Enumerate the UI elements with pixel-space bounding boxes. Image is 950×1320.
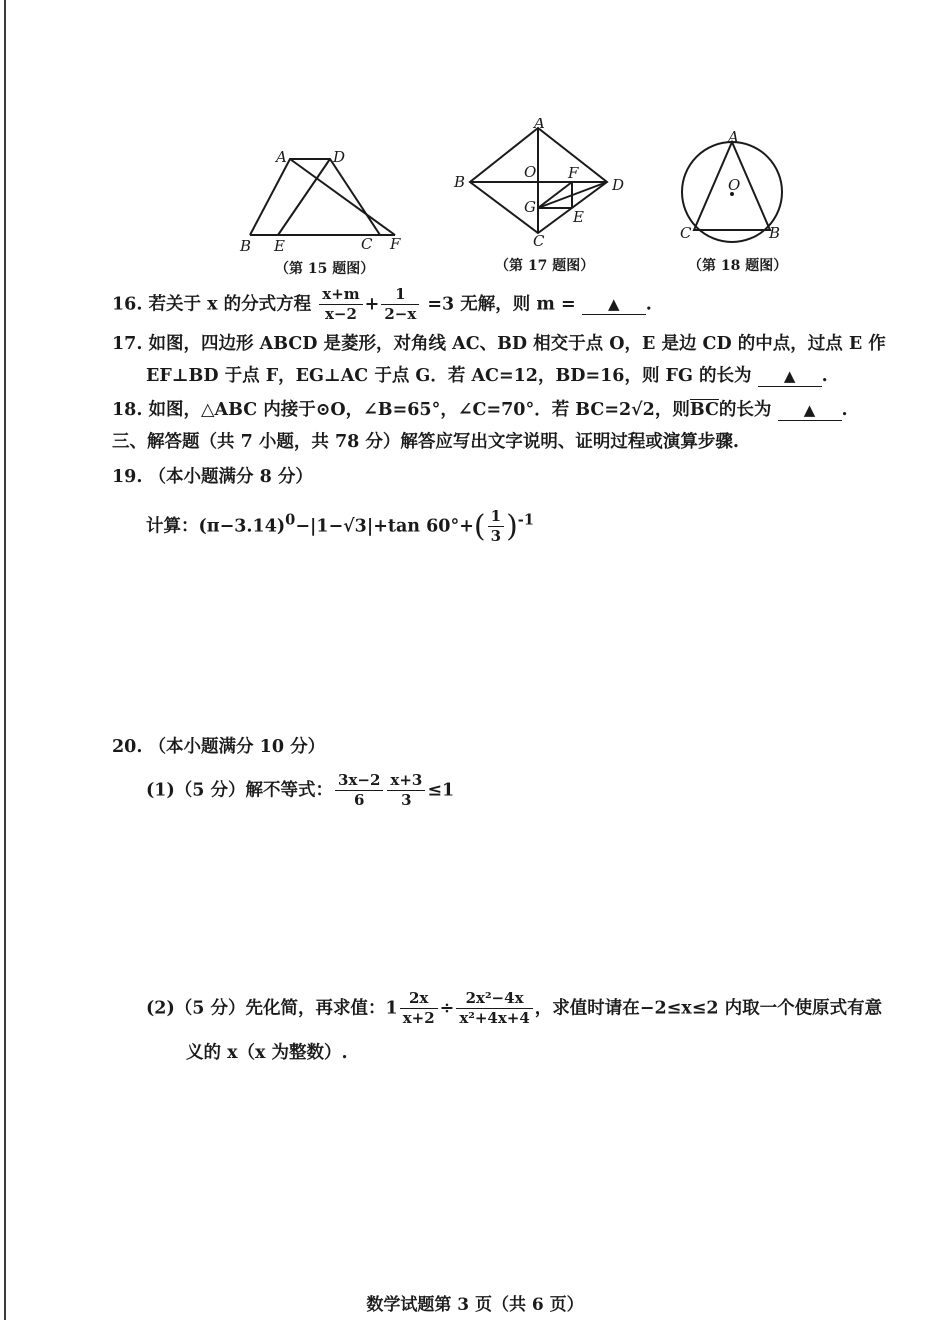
q19-f-numerator: 1 [488,508,504,527]
q19-right-paren: ) [506,508,518,544]
q20-p1-f2-denominator: 3 [401,791,412,810]
q20-p1-post: ≤1 [427,780,455,801]
fig17-label-b: B [454,173,466,191]
q19-fraction [488,508,504,546]
question-20-header [112,739,325,757]
fig17-label-g: G [524,198,536,216]
q16-fraction-1 [319,286,362,324]
q19-label: 计算： [146,516,199,537]
q16-blank-triangle: ▲ [607,295,620,314]
q18-answer-blank[interactable] [778,402,842,421]
q18-blank-triangle: ▲ [803,401,816,419]
q16-end: . [645,294,652,315]
q19-points: （本小题满分 8 分） [148,467,313,487]
fig15-label-b: B [240,237,252,255]
figure-15-diagram [230,145,420,257]
fig17-label-e: E [573,208,584,226]
q20-p2-label: (2)（5 分）先化简，再求值： [146,998,386,1019]
q20-p2-f2-denominator: x²+4x+4 [459,1009,530,1028]
question-20-part-2 [146,990,882,1028]
question-19-expression [146,508,534,546]
fig17-label-a: A [534,118,545,132]
fig15-label-a: A [276,148,287,166]
q16-text-pre: 若关于 x 的分式方程 [148,294,312,315]
q16-f2-denominator: 2−x [384,305,417,324]
q20-points: （本小题满分 10 分） [148,737,326,757]
q20-p2-f2-numerator: 2x²−4x [456,990,532,1009]
q18-text-pre: 如图，△ABC 内接于⊙O，∠B=65°，∠C=70°．若 BC=2√2，则 [148,400,690,420]
figure-17-diagram [452,118,632,252]
q16-fraction-2 [381,286,419,324]
question-18 [112,402,848,421]
question-20-part-1 [146,772,454,810]
q20-number: 20. [112,737,143,757]
q16-f1-numerator: x+m [319,286,362,305]
question-20-part-2-line-2: 义的 x（x 为整数）. [186,1043,348,1063]
fig15-label-e: E [274,237,285,255]
figure-18-diagram [672,130,792,250]
fig17-label-o: O [524,163,537,181]
q18-arc-bc: $\overline{BC}$ [689,400,719,420]
q20-p1-label: (1)（5 分）解不等式： [146,780,334,801]
q20-p2-fraction-2 [456,990,532,1028]
q20-p2-post: ，求值时请在−2≤x≤2 内取一个使原式有意 [534,998,883,1019]
section-3-heading: 三、解答题（共 7 小题，共 78 分）解答应写出文字说明、证明过程或演算步骤. [112,432,739,452]
fig18-label-a: A [728,130,739,146]
fig15-label-c: C [361,235,373,253]
q20-p2-divide: ÷ [439,998,455,1019]
question-16 [112,286,652,324]
q19-expr-b: −|1−√3|+tan 60°+ [295,516,474,537]
page-edge-line [4,0,6,1320]
q17-text-line-1: 如图，四边形 ABCD 是菱形，对角线 AC、BD 相交于点 O，E 是边 CD 的中点，过点 E 作 [148,334,886,354]
q19-f-denominator: 3 [490,527,502,546]
q20-p1-fraction-2 [387,772,425,810]
figure-18-caption: （第 18 题图） [688,258,788,274]
q20-p1-f1-numerator: 3x−2 [335,772,383,791]
question-17-line-1 [112,336,886,354]
q19-exponent-0: 0 [285,511,296,529]
q17-blank-triangle: ▲ [783,367,796,385]
page-footer: 数学试题第 3 页（共 6 页） [366,1295,584,1315]
q16-number: 16. [112,294,143,315]
q20-p2-one: 1 [385,998,398,1019]
q17-text-line-2: EF⊥BD 于点 F，EG⊥AC 于点 G．若 AC=12，BD=16，则 FG 的长为 [146,366,752,386]
fig17-label-d: D [612,176,625,194]
q17-number: 17. [112,334,143,354]
q19-left-paren: ( [473,508,486,544]
q18-number: 18. [112,400,143,420]
q20-p1-f1-denominator: 6 [353,791,365,810]
q20-p2-fraction-1 [400,990,438,1028]
fig17-label-c: C [533,232,545,250]
fig18-label-c: C [680,224,692,242]
question-17-line-2 [146,368,828,387]
fig18-label-b: B [769,224,781,242]
q19-exponent-neg1: -1 [517,511,534,529]
fig18-label-o: O [728,176,741,194]
q17-end: . [821,366,828,386]
q20-p2-f1-denominator: x+2 [402,1009,435,1028]
q16-plus: + [364,294,380,315]
fig15-label-f: F [390,235,401,253]
fig17-label-f: F [568,164,579,182]
fig15-label-d: D [333,148,346,166]
q18-text-post: 的长为 [718,400,772,420]
q16-answer-blank[interactable] [582,296,646,315]
q16-text-post: =3 无解，则 m = [427,294,576,315]
q19-number: 19. [112,467,143,487]
q20-p1-fraction-1 [335,772,383,810]
q17-answer-blank[interactable] [758,368,822,387]
question-19-header [112,469,313,487]
figure-17-caption: （第 17 题图） [495,258,595,274]
figure-15-caption: （第 15 题图） [275,261,375,277]
q18-end: . [841,400,848,420]
q20-p1-f2-numerator: x+3 [387,772,425,791]
q16-f1-denominator: x−2 [324,305,357,324]
q20-p2-f1-numerator: 2x [400,990,438,1009]
q16-f2-numerator: 1 [381,286,419,305]
q19-expr-a: (π−3.14) [198,516,286,537]
